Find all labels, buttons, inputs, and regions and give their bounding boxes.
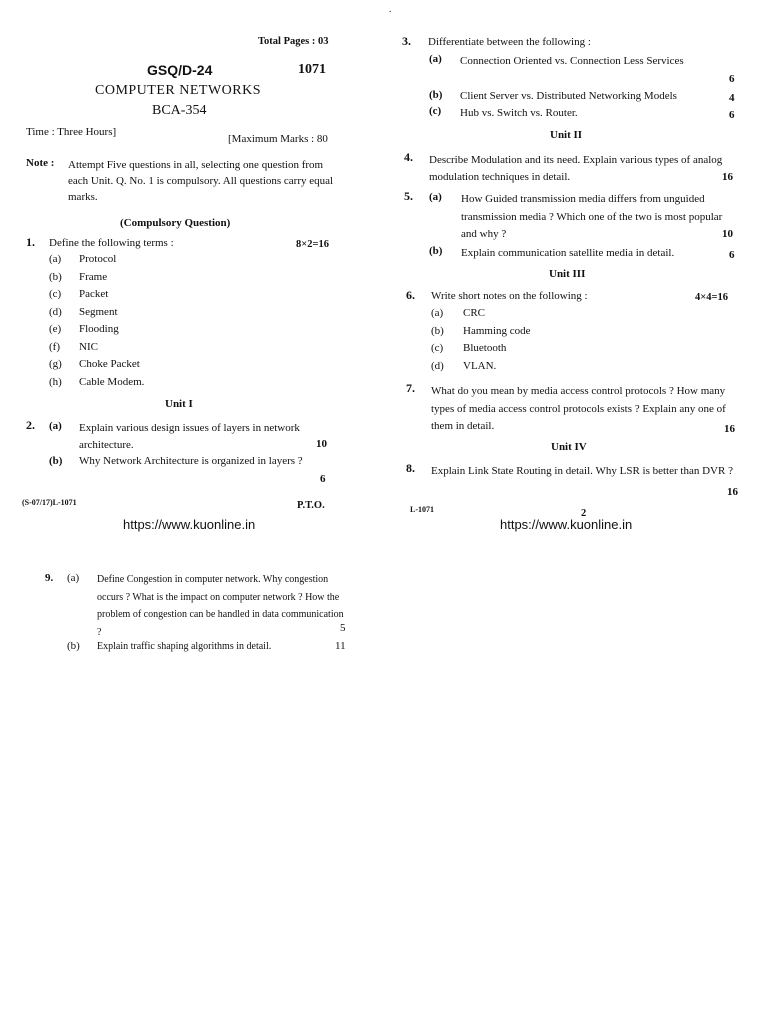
pto-label: P.T.O. <box>297 500 325 511</box>
item-label: (a) <box>431 307 444 319</box>
q5a-label: (a) <box>429 191 442 203</box>
q2a-marks: 10 <box>316 438 327 450</box>
q4-marks: 16 <box>722 171 733 183</box>
item-label: (h) <box>49 375 62 388</box>
q2a-text: Explain various design issues of layers in network architecture. <box>79 422 300 451</box>
q9b-text: Explain traffic shaping algorithms in detail. <box>97 641 272 652</box>
exam-time: Time : Three Hours] <box>26 126 117 138</box>
q2b-label: (b) <box>49 455 63 467</box>
website-link[interactable]: https://www.kuonline.in <box>123 517 256 532</box>
unit-1-heading: Unit I <box>165 398 193 410</box>
item-text: VLAN. <box>463 359 497 372</box>
q8-number: 8. <box>406 461 415 475</box>
q3c-text: Hub vs. Switch vs. Router. <box>460 107 578 119</box>
list-item <box>431 342 631 360</box>
item-text: Frame <box>79 270 108 283</box>
item-label: (b) <box>49 270 62 283</box>
q6-text: Write short notes on the following : <box>431 290 588 302</box>
q2a-label: (a) <box>49 420 62 432</box>
q6-number: 6. <box>406 288 415 302</box>
q3b-text: Client Server vs. Distributed Networking Models <box>460 90 677 102</box>
item-label: (c) <box>431 342 444 354</box>
q5b-label: (b) <box>429 245 443 257</box>
item-text: Segment <box>79 305 118 318</box>
subject-title: COMPUTER NETWORKS <box>95 83 262 98</box>
q3a-text: Connection Oriented vs. Connection Less Services <box>460 55 684 67</box>
item-text: Choke Packet <box>79 358 140 370</box>
q5a-text: How Guided transmission media differs from unguided transmission media ? Which one of the two is most popular and why ? <box>461 193 723 240</box>
footer-code: L-1071 <box>410 505 434 514</box>
q3a-marks: 6 <box>729 73 735 85</box>
q1-text: Define the following terms : <box>49 237 174 249</box>
unit-4-heading: Unit IV <box>551 441 587 453</box>
q2-number: 2. <box>26 418 35 432</box>
q8-text: Explain Link State Routing in detail. Why LSR is better than DVR ? <box>431 465 733 477</box>
list-item <box>49 358 249 376</box>
course-code: BCA-354 <box>152 103 207 118</box>
list-item <box>431 307 631 325</box>
page-number: 2 <box>581 508 587 519</box>
item-text: Packet <box>79 288 109 300</box>
q3b-marks: 4 <box>729 92 735 104</box>
list-item <box>49 306 249 324</box>
footer-code: (S-07/17)L-1071 <box>22 498 77 507</box>
q9a-marks: 5 <box>340 622 346 634</box>
q8-marks: 16 <box>727 486 738 498</box>
website-link[interactable]: https://www.kuonline.in <box>500 517 633 532</box>
q9-number: 9. <box>45 572 54 584</box>
q7-marks: 16 <box>724 423 735 435</box>
note-label: Note : <box>26 157 55 169</box>
paper-code: GSQ/D-24 <box>147 62 213 78</box>
q6-items <box>431 307 631 377</box>
q4-number: 4. <box>404 150 413 164</box>
q5b-text: Explain communication satellite media in detail. <box>461 247 675 259</box>
q1-marks: 8×2=16 <box>296 239 329 250</box>
item-text: Protocol <box>79 253 117 265</box>
q3c-marks: 6 <box>729 109 735 121</box>
q1-number: 1. <box>26 235 35 249</box>
q3a-label: (a) <box>429 53 442 65</box>
q9a-label: (a) <box>67 572 80 584</box>
q4-text: Describe Modulation and its need. Explain various types of analog modulation techniques in detail. <box>429 154 723 183</box>
list-item <box>49 271 249 289</box>
list-item <box>49 253 249 271</box>
item-label: (d) <box>49 305 62 318</box>
total-pages: Total Pages : 03 <box>258 36 329 47</box>
q9a-text: Define Congestion in computer network. Why congestion occurs ? What is the impact on computer network ? How the problem of congestion can be handled in data communication ? <box>97 574 344 638</box>
item-text: Hamming code <box>463 324 531 337</box>
item-text: CRC <box>463 307 486 319</box>
unit-3-heading: Unit III <box>549 268 586 280</box>
item-text: Bluetooth <box>463 342 507 354</box>
q3c-label: (c) <box>429 105 442 117</box>
q5a-marks: 10 <box>722 228 733 240</box>
q6-marks: 4×4=16 <box>695 292 728 303</box>
q2b-marks: 6 <box>320 473 326 485</box>
item-label: (f) <box>49 340 60 353</box>
item-text: Flooding <box>79 323 119 335</box>
item-label: (c) <box>49 288 62 300</box>
list-item <box>431 360 631 378</box>
item-label: (a) <box>49 253 62 265</box>
scan-mark: · <box>389 8 392 16</box>
q3-text: Differentiate between the following : <box>428 36 591 48</box>
q7-number: 7. <box>406 381 415 395</box>
list-item <box>49 288 249 306</box>
compulsory-heading: (Compulsory Question) <box>120 217 231 229</box>
list-item <box>49 341 249 359</box>
q3-number: 3. <box>402 34 411 48</box>
q5-number: 5. <box>404 189 413 203</box>
item-label: (e) <box>49 323 62 335</box>
item-text: NIC <box>79 340 98 353</box>
q9b-marks: 11 <box>335 640 346 652</box>
q5b-marks: 6 <box>729 249 735 261</box>
note-text: Attempt Five questions in all, selecting one question from each Unit. Q. No. 1 is compulsory. All questions carry equal marks. <box>68 159 334 203</box>
list-item <box>49 376 249 394</box>
q3b-label: (b) <box>429 89 443 101</box>
item-label: (b) <box>431 324 444 337</box>
list-item <box>431 325 631 343</box>
item-text: Cable Modem. <box>79 375 145 388</box>
unit-2-heading: Unit II <box>550 129 583 141</box>
list-item <box>49 323 249 341</box>
item-label: (d) <box>431 359 444 372</box>
item-label: (g) <box>49 358 62 370</box>
paper-number: 1071 <box>298 62 326 77</box>
q7-text: What do you mean by media access control protocols ? How many types of media access control protocols exists ? Explain any one of them in detail. <box>431 385 726 432</box>
q9b-label: (b) <box>67 640 80 652</box>
q2b-text: Why Network Architecture is organized in layers ? <box>79 455 303 467</box>
q1-items <box>49 253 249 393</box>
maximum-marks: [Maximum Marks : 80 <box>228 133 328 145</box>
